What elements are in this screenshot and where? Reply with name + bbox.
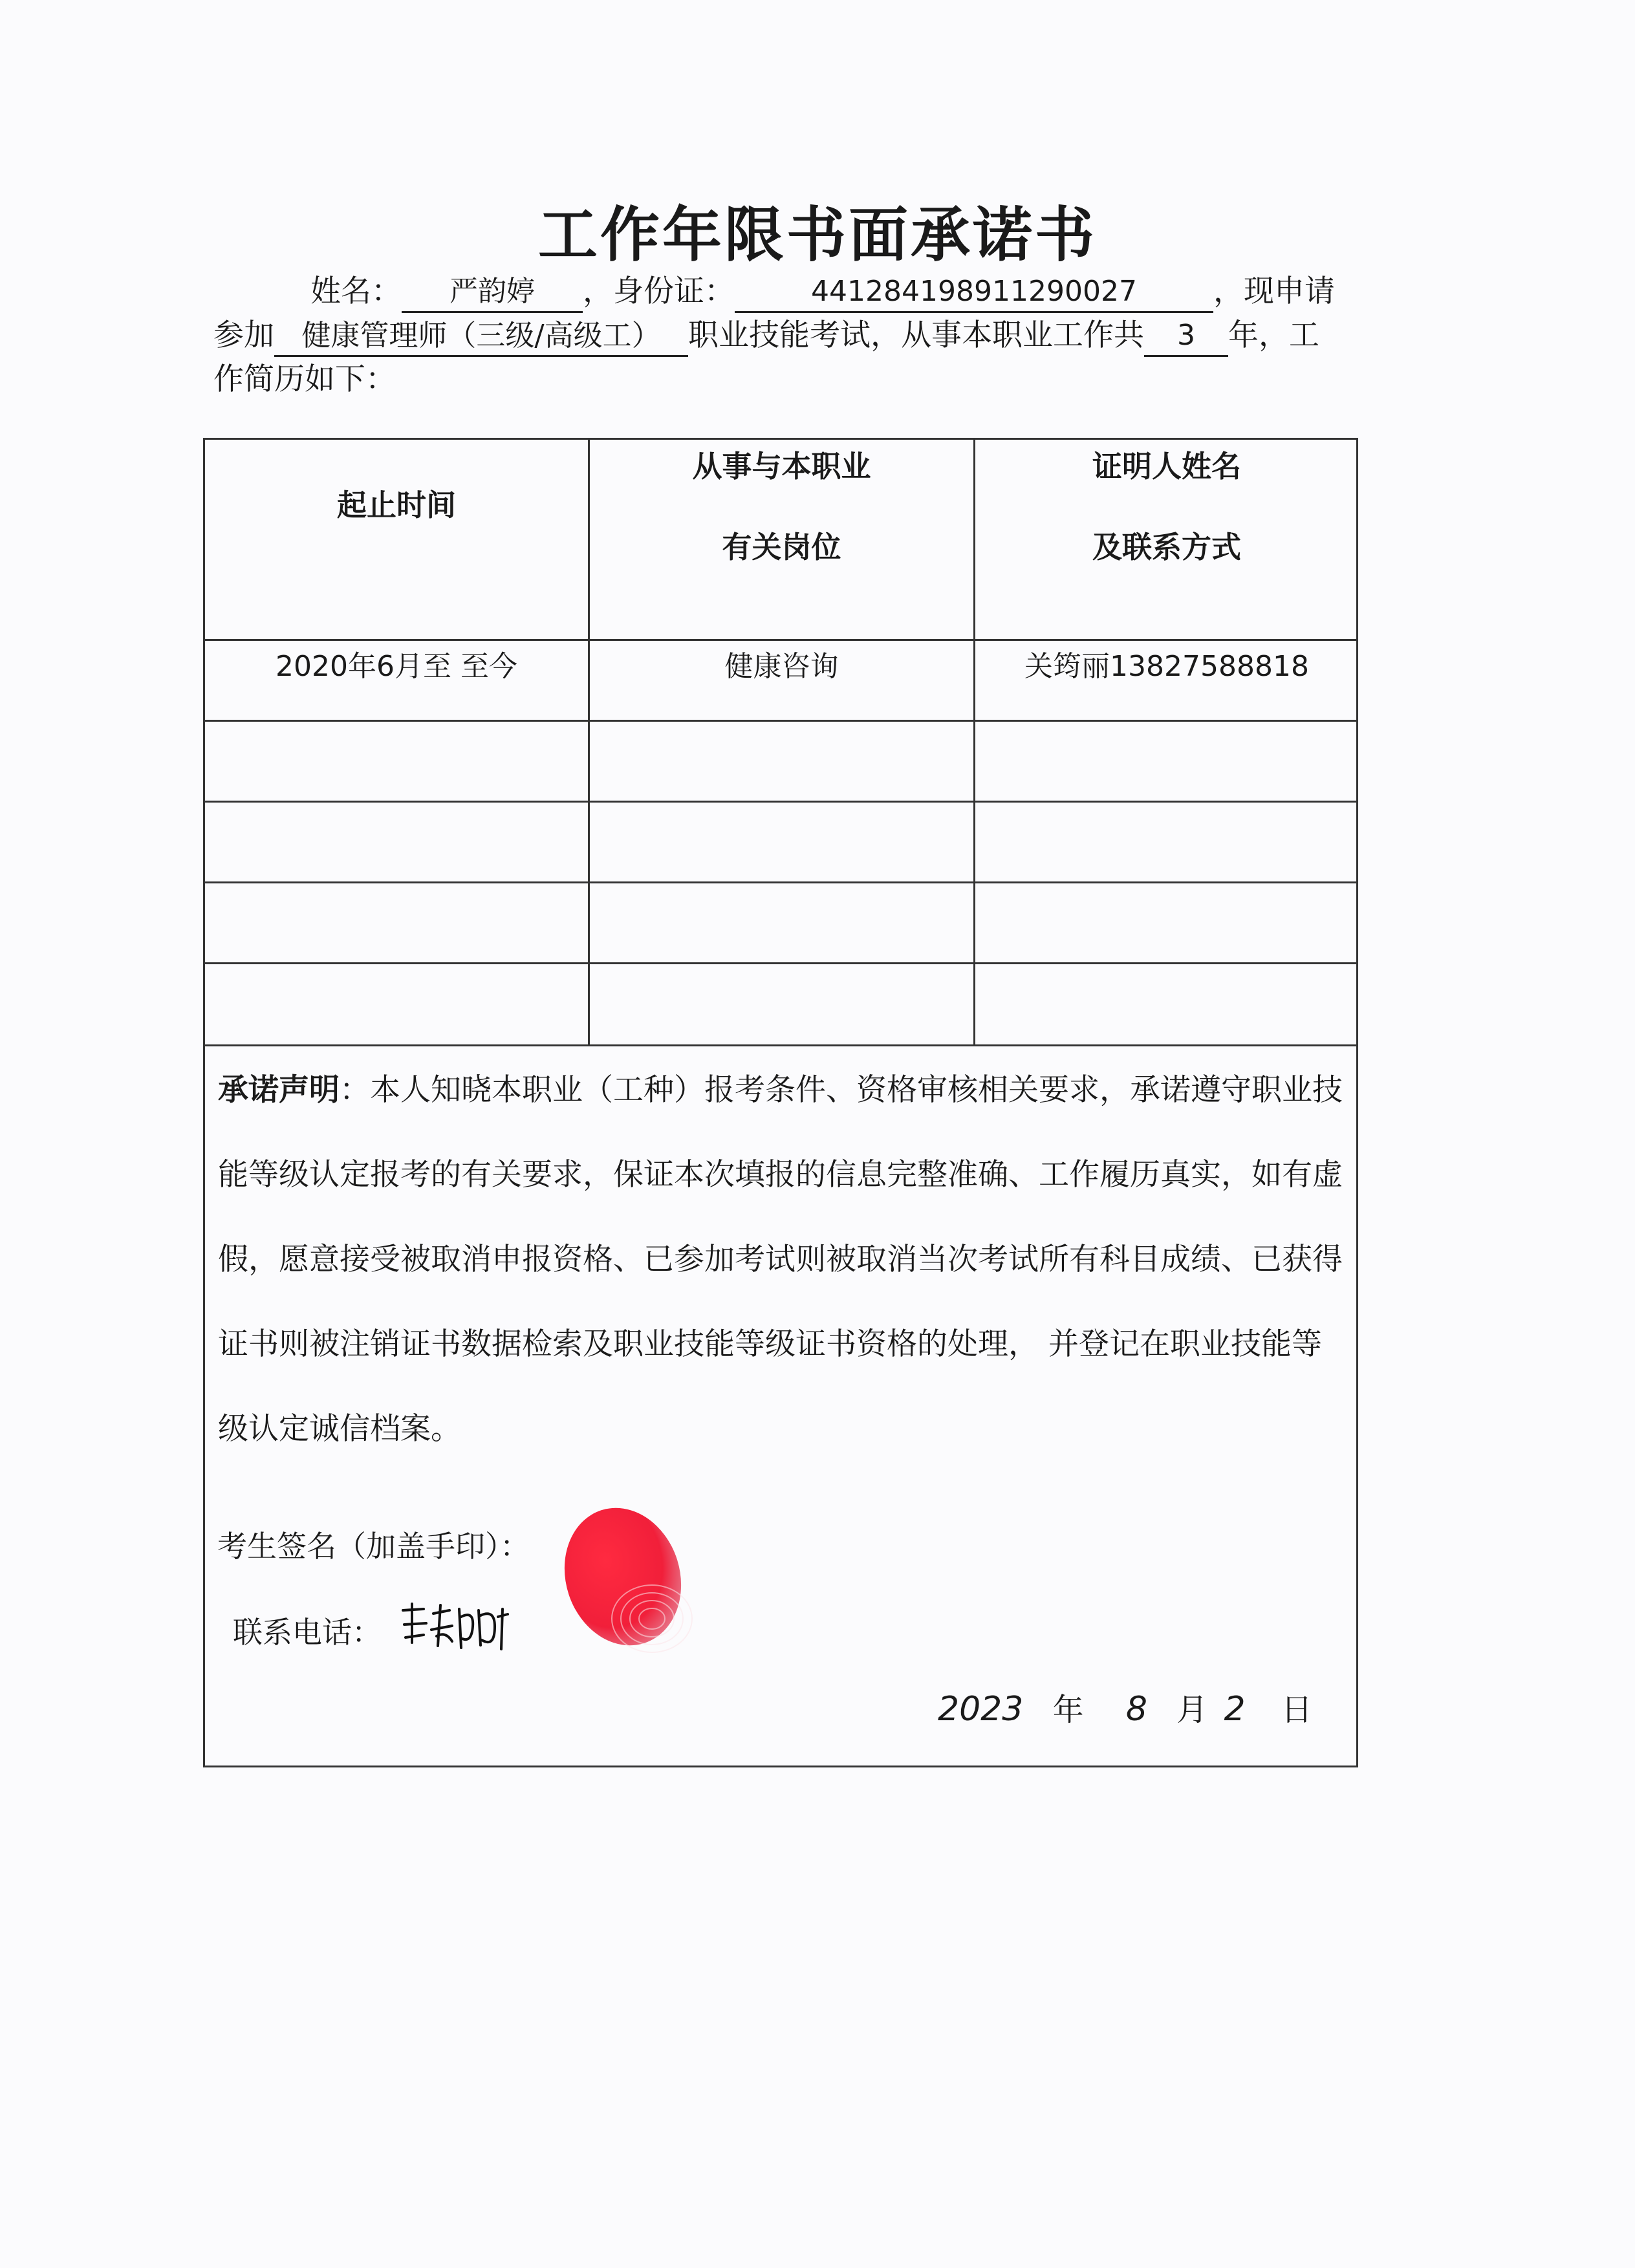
header-post-line1: 从事与本职业 bbox=[692, 449, 871, 484]
intro-line-2 bbox=[213, 314, 1429, 357]
years-suffix: 年，工 bbox=[1228, 318, 1319, 353]
years-field: 3 bbox=[1144, 316, 1228, 357]
document-title: 工作年限书面承诺书 bbox=[537, 200, 1097, 270]
row-divider bbox=[205, 801, 1356, 803]
row-1-period: 2020年6月至 至今 bbox=[276, 650, 517, 683]
date-day: 2 bbox=[1224, 1690, 1246, 1729]
join-label: 参加 bbox=[213, 318, 274, 353]
row-divider bbox=[205, 720, 1356, 722]
header-witness-line1: 证明人姓名 bbox=[1092, 449, 1241, 484]
fingerprint-stamp-icon bbox=[561, 1502, 697, 1664]
phone-label: 联系电话： bbox=[233, 1615, 382, 1650]
signature-label: 考生签名（加盖手印）： bbox=[217, 1529, 530, 1564]
declaration-text: ：本人知晓本职业（工种）报考条件、资格审核相关要求，承诺遵守职业技能等级认定报考的有关要求，保证本次填报的信息完整准确、工作履历真实，如有虚假，愿意接受被取消申报资格、已参加考试则被取消当次考试所有科目成绩、已获得证书则被注销证书数据检索及职业技能等级证书资格的处理， 并登记在职业技能等级认定诚信档案。 bbox=[218, 1072, 1343, 1447]
exam-text: 职业技能考试，从事本职业工作共 bbox=[688, 318, 1144, 353]
signing-date bbox=[938, 1685, 1312, 1729]
header-period: 起止时间 bbox=[337, 488, 456, 523]
row-divider bbox=[205, 881, 1356, 883]
handwritten-signature bbox=[398, 1597, 514, 1656]
name-field: 严韵婷 bbox=[402, 272, 583, 313]
date-month: 8 bbox=[1125, 1690, 1147, 1729]
row-divider bbox=[205, 639, 1356, 641]
intro-line-1 bbox=[310, 270, 1526, 313]
name-label: 姓名： bbox=[310, 274, 402, 309]
date-day-label: 日 bbox=[1281, 1692, 1312, 1728]
id-label: ，身份证： bbox=[583, 274, 735, 309]
date-month-label: 月 bbox=[1176, 1692, 1208, 1728]
occupation-field: 健康管理师（三级/高级工） bbox=[274, 316, 688, 357]
row-1-post: 健康咨询 bbox=[724, 650, 839, 683]
row-divider bbox=[205, 962, 1356, 964]
date-year: 2023 bbox=[938, 1690, 1024, 1729]
date-year-label: 年 bbox=[1052, 1692, 1084, 1728]
id-field: 441284198911290027 bbox=[735, 272, 1213, 313]
header-witness-line2: 及联系方式 bbox=[1092, 530, 1241, 565]
row-1-witness: 关筠丽13827588818 bbox=[1024, 650, 1309, 683]
work-history-table bbox=[203, 438, 1358, 1767]
row-divider bbox=[205, 1044, 1356, 1046]
declaration-label: 承诺声明 bbox=[218, 1072, 340, 1108]
declaration bbox=[218, 1048, 1343, 1471]
header-post-line2: 有关岗位 bbox=[722, 530, 841, 565]
apply-suffix: ，现申请 bbox=[1213, 274, 1335, 309]
intro-line-3: 作简历如下： bbox=[213, 362, 396, 397]
